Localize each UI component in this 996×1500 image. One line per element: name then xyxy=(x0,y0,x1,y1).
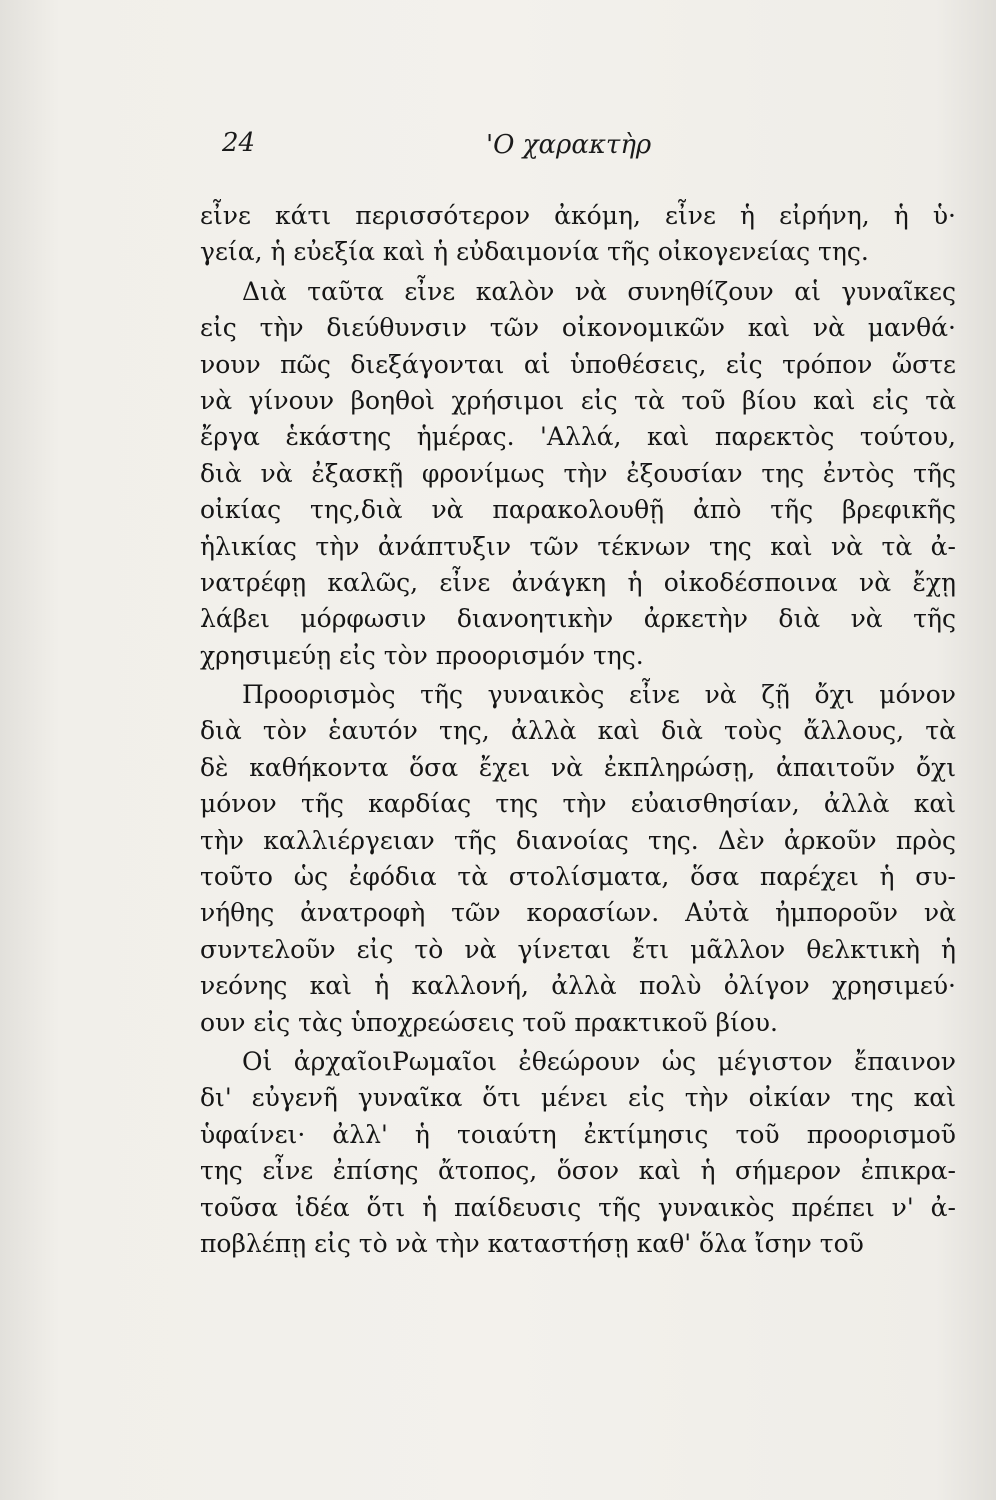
text-line: εἶνε κάτι περισσότερον ἀκόμη, εἶνε ἡ εἰρήνη, ἡ ὑ· xyxy=(200,201,956,230)
text-line: συντελοῦν εἰς τὸ νὰ γίνεται ἔτι μᾶλλον θελκτικὴ ἡ xyxy=(200,934,956,964)
text-line: ἔργα ἑκάστης ἡμέρας. 'Αλλά, καὶ παρεκτὸς τούτου, xyxy=(200,422,956,452)
text-line: Προορισμὸς τῆς γυναικὸς εἶνε νὰ ζῇ ὄχι μόνον xyxy=(242,680,956,710)
text-line: χρησιμεύῃ εἰς τὸν προορισμόν της. xyxy=(200,640,644,670)
text-line: εἰς τὴν διεύθυνσιν τῶν οἰκονομικῶν καὶ νὰ μανθά· xyxy=(200,313,956,343)
text-line: λάβει μόρφωσιν διανοητικὴν ἀρκετὴν διὰ νὰ τῆς xyxy=(200,604,956,634)
text-line: μόνον τῆς καρδίας της τὴν εὐαισθησίαν, ἀλλὰ καὶ xyxy=(200,789,956,819)
paragraph-2 xyxy=(200,274,956,674)
paragraph-3 xyxy=(200,677,956,1041)
text-line: τοῦτο ὡς ἐφόδια τὰ στολίσματα, ὅσα παρέχει ἡ συ- xyxy=(200,862,956,892)
text-line: ποβλέπῃ εἰς τὸ νὰ τὴν καταστήσῃ καθ' ὅλα ἴσην τοῦ xyxy=(200,1228,864,1258)
text-line: γεία, ἡ εὐεξία καὶ ἡ εὐδαιμονία τῆς οἰκογενείας της. xyxy=(200,237,869,267)
text-line: νεόνης καὶ ἡ καλλονή, ἀλλὰ πολὺ ὀλίγον χρησιμεύ· xyxy=(200,971,956,1001)
text-line: νατρέφῃ καλῶς, εἶνε ἀνάγκη ἡ οἰκοδέσποινα νὰ ἔχῃ xyxy=(200,567,956,597)
text-line: Διὰ ταῦτα εἶνε καλὸν νὰ συνηθίζουν αἱ γυναῖκες xyxy=(242,276,956,306)
text-line: νήθης ἀνατροφὴ τῶν κορασίων. Αὐτὰ ἠμποροῦν νὰ xyxy=(200,898,956,928)
text-line: τὴν καλλιέργειαν τῆς διανοίας της. Δὲν ἀρκοῦν πρὸς xyxy=(200,825,956,855)
paragraph-4 xyxy=(200,1044,956,1262)
page-body xyxy=(200,198,956,1262)
text-line: Οἱ ἀρχαῖοιΡωμαῖοι ἐθεώρουν ὡς μέγιστον ἔπαινον xyxy=(242,1046,956,1076)
text-line: ὑφαίνει· ἀλλ' ἡ τοιαύτη ἐκτίμησις τοῦ προορισμοῦ xyxy=(200,1119,956,1149)
text-line: οἰκίας της,διὰ νὰ παρακολουθῇ ἀπὸ τῆς βρεφικῆς xyxy=(200,495,956,525)
paragraph-1 xyxy=(200,198,956,271)
text-line: ουν εἰς τὰς ὑποχρεώσεις τοῦ πρακτικοῦ βίου. xyxy=(200,1007,778,1037)
text-line: νὰ γίνουν βοηθοὶ χρήσιμοι εἰς τὰ τοῦ βίου καὶ εἰς τὰ xyxy=(200,385,956,415)
text-line: δὲ καθήκοντα ὅσα ἔχει νὰ ἐκπληρώσῃ, ἀπαιτοῦν ὄχι xyxy=(200,752,956,782)
page-header xyxy=(0,128,996,168)
text-line: της εἶνε ἐπίσης ἄτοπος, ὅσον καὶ ἡ σήμερον ἐπικρα- xyxy=(200,1156,956,1186)
text-line: νουν πῶς διεξάγονται αἱ ὑποθέσεις, εἰς τρόπον ὥστε xyxy=(200,349,956,379)
page-number: 24 xyxy=(222,128,256,158)
text-line: ἡλικίας τὴν ἀνάπτυξιν τῶν τέκνων της καὶ νὰ τὰ ἀ- xyxy=(200,531,956,561)
text-line: διὰ τὸν ἑαυτόν της, ἀλλὰ καὶ διὰ τοὺς ἄλλους, τὰ xyxy=(200,716,956,746)
text-line: δι' εὐγενῆ γυναῖκα ὅτι μένει εἰς τὴν οἰκίαν της καὶ xyxy=(200,1083,956,1113)
text-line: τοῦσα ἰδέα ὅτι ἡ παίδευσις τῆς γυναικὸς πρέπει ν' ἀ- xyxy=(200,1192,956,1222)
text-line: διὰ νὰ ἐξασκῇ φρονίμως τὴν ἐξουσίαν της ἐντὸς τῆς xyxy=(200,458,956,488)
running-head: 'Ο χαρακτὴρ xyxy=(486,130,652,160)
